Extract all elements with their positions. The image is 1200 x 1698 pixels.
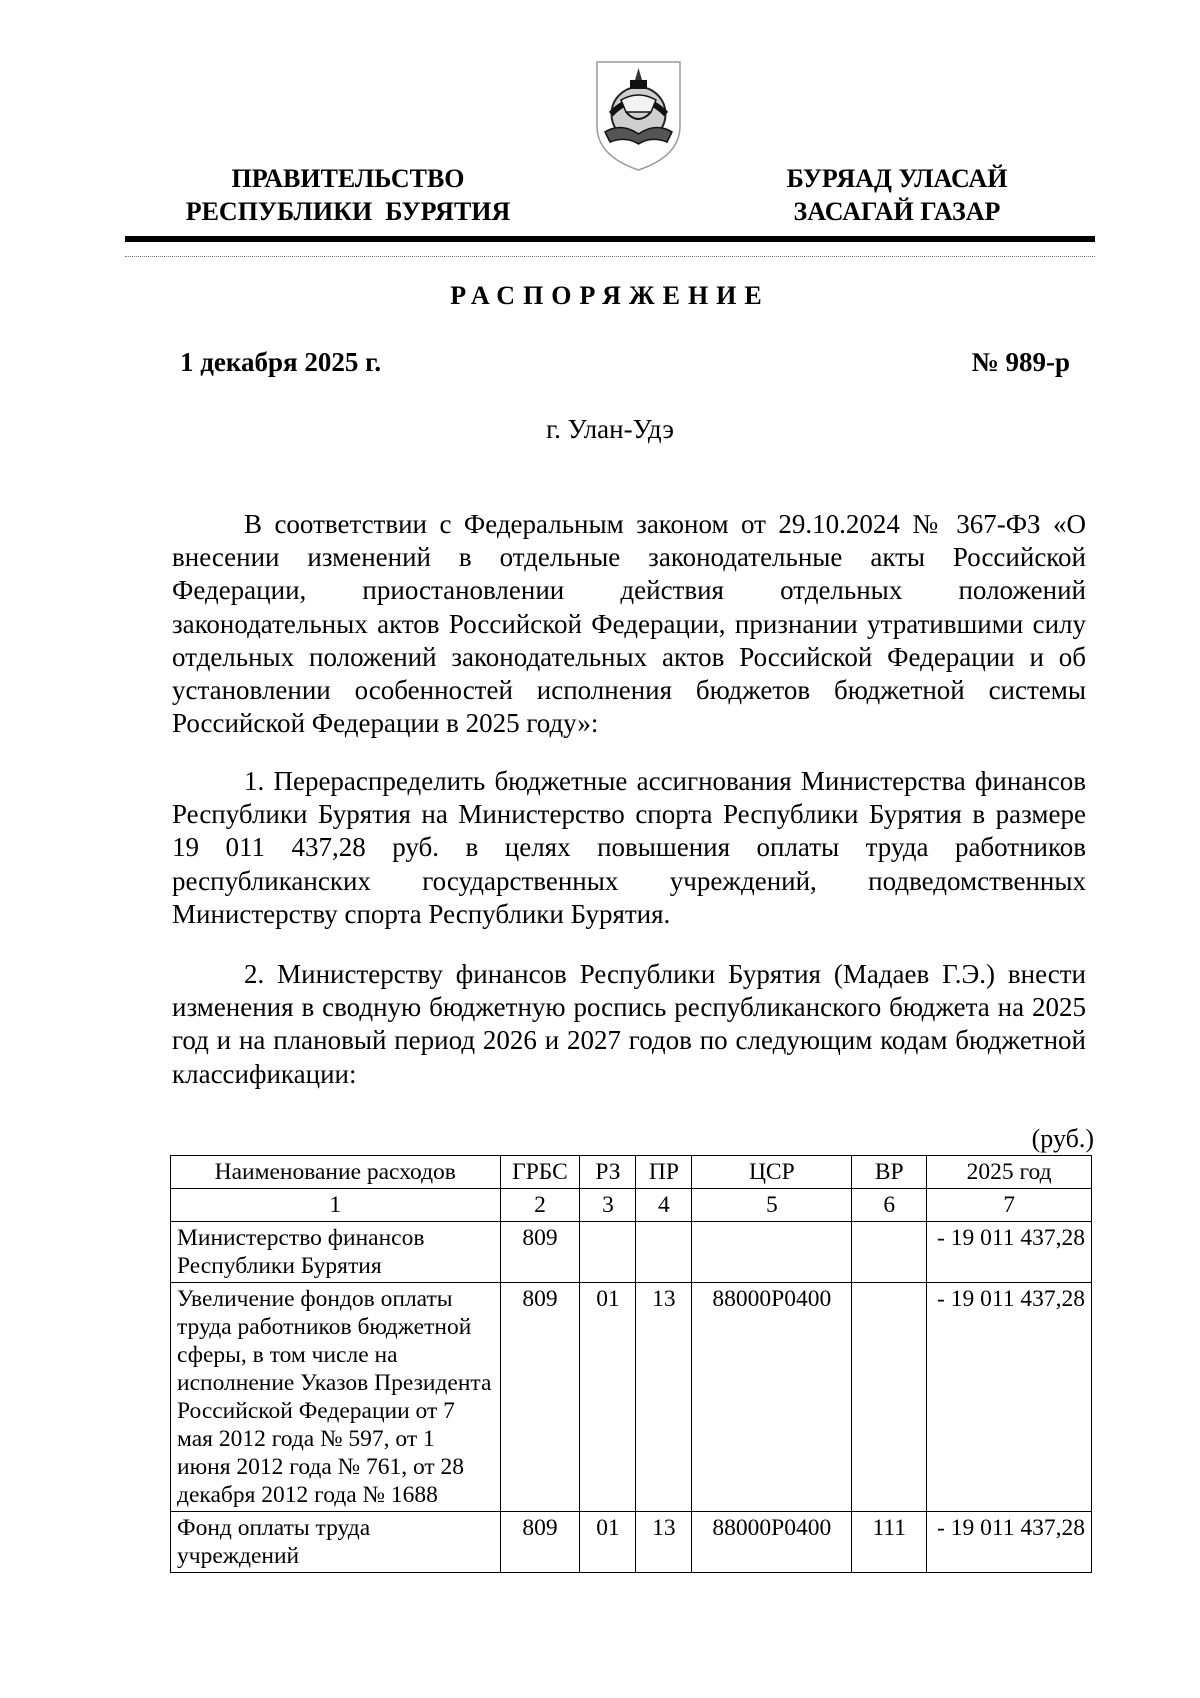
document-city: г. Улан-Удэ — [546, 414, 674, 444]
cell-amount: - 19 011 437,28 — [927, 1283, 1092, 1512]
document-title: РАСПОРЯЖЕНИЕ — [450, 281, 770, 310]
column-number: 5 — [692, 1189, 852, 1222]
cell-csr — [692, 1222, 852, 1283]
cell-grbs: 809 — [500, 1222, 580, 1283]
cell-grbs: 809 — [500, 1283, 580, 1512]
table-column-number-row — [171, 1189, 1092, 1222]
column-number: 6 — [852, 1189, 927, 1222]
cell-name: Фонд оплаты труда учреждений — [171, 1512, 501, 1573]
column-number: 1 — [171, 1189, 501, 1222]
cell-grbs: 809 — [500, 1512, 580, 1573]
cell-rz: 01 — [580, 1512, 636, 1573]
header-cell-pr: ПР — [636, 1156, 692, 1189]
column-number: 2 — [500, 1189, 580, 1222]
clause-2-paragraph — [172, 958, 1086, 1091]
preamble-text: В соответствии с Федеральным законом от 29.10.2024 № 367-ФЗ «О внесении изменений в отдельные законодательные акты Российской Федерации, приостановлении действия отдельных положений законодательных актов Российской Федерации, признании утратившими силу отдельных положений законодательных актов Российской Федерации и об установлении особенностей исполнения бюджетов бюджетной системы Российской Федерации в 2025 году»: — [172, 509, 1086, 739]
clause-2-text: 2. Министерству финансов Республики Бурятия (Мадаев Г.Э.) внести изменения в сводную бюджетную роспись республиканского бюджета на 2025 год и на плановый период 2026 и 2027 годов по следующим кодам бюджетной классификации: — [172, 959, 1086, 1089]
column-number: 4 — [636, 1189, 692, 1222]
issuer-name-buryat-line-1: БУРЯАД УЛАСАЙ — [786, 164, 1008, 193]
issuer-name-line-2: РЕСПУБЛИКИ БУРЯТИЯ — [185, 197, 511, 226]
cell-rz: 01 — [580, 1283, 636, 1512]
column-number: 7 — [927, 1189, 1092, 1222]
document-date: 1 декабря 2025 г. — [180, 347, 382, 377]
table-row — [171, 1222, 1092, 1283]
header-cell-csr: ЦСР — [692, 1156, 852, 1189]
header-cell-name: Наименование расходов — [171, 1156, 501, 1189]
coat-of-arms-icon — [591, 56, 686, 174]
cell-vr — [852, 1222, 927, 1283]
issuer-name-buryat — [762, 162, 1032, 228]
clause-1-paragraph — [172, 765, 1086, 931]
cell-vr — [852, 1283, 927, 1512]
cell-name: Увеличение фондов оплаты труда работников бюджетной сферы, в том числе на исполнение Указов Президента Российской Федерации от 7 мая 2012 года № 597, от 1 июня 2012 года № 761, от 28 декабря 2012 года № 1688 — [171, 1283, 501, 1512]
cell-csr: 88000Р0400 — [692, 1283, 852, 1512]
column-number: 3 — [580, 1189, 636, 1222]
cell-pr: 13 — [636, 1283, 692, 1512]
cell-csr: 88000Р0400 — [692, 1512, 852, 1573]
cell-amount: - 19 011 437,28 — [927, 1222, 1092, 1283]
table-unit-label: (руб.) — [1031, 1124, 1094, 1153]
issuer-name-line-1: ПРАВИТЕЛЬСТВО — [231, 164, 465, 193]
cell-pr: 13 — [636, 1512, 692, 1573]
issuer-name-buryat-line-2: ЗАСАГАЙ ГАЗАР — [793, 197, 1001, 226]
clause-1-text: 1. Перераспределить бюджетные ассигнования Министерства финансов Республики Бурятия на Министерство спорта Республики Бурятия в размере 19 011 437,28 руб. в целях повышения оплаты труда работников республиканских государственных учреждений, подведомственных Министерству спорта Республики Бурятия. — [172, 766, 1086, 929]
table-header-row — [171, 1156, 1092, 1189]
header-cell-vr: ВР — [852, 1156, 927, 1189]
table-row — [171, 1283, 1092, 1512]
issuer-name-russian — [162, 162, 534, 228]
header-divider-thin — [125, 256, 1095, 257]
cell-vr: 111 — [852, 1512, 927, 1573]
table-row — [171, 1512, 1092, 1573]
cell-amount: - 19 011 437,28 — [927, 1512, 1092, 1573]
header-cell-rz: РЗ — [580, 1156, 636, 1189]
cell-pr — [636, 1222, 692, 1283]
budget-table — [170, 1155, 1092, 1573]
preamble-paragraph — [172, 508, 1086, 740]
cell-name: Министерство финансов Республики Бурятия — [171, 1222, 501, 1283]
document-number: № 989-р — [971, 347, 1070, 377]
header-cell-year: 2025 год — [927, 1156, 1092, 1189]
header-cell-grbs: ГРБС — [500, 1156, 580, 1189]
cell-rz — [580, 1222, 636, 1283]
header-divider-thick — [125, 236, 1095, 242]
